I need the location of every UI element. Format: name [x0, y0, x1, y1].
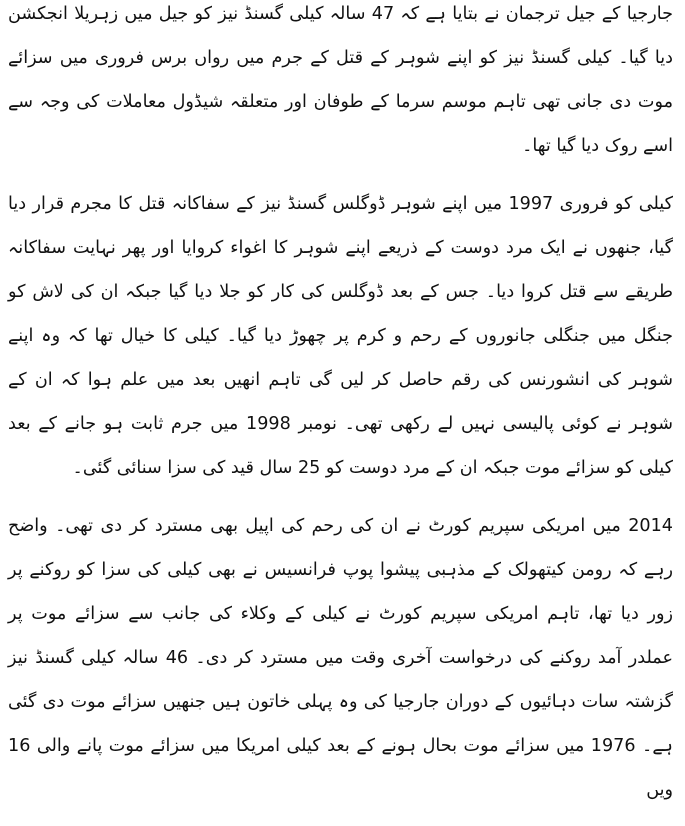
paragraph-crime-details: کیلی کو فروری 1997 میں اپنے شوہر ڈوگلس گسنڈ نیز کے سفاکانہ قتل کا مجرم قرار دیا گیا، جنھوں نے ایک مرد دوست کے ذریعے اپنے شوہر کا اغواء کروایا اور پھر نہایت سفاکانہ طریقے سے قتل کروا دیا۔ جس کے بعد ڈوگلس کی کار کو جلا دیا گیا جبکہ ان کی لاش کو جنگل میں جنگلی جانوروں کے رحم و کرم پر چھوڑ دیا گیا۔ کیلی کا خیال تھا کہ وہ اپنے شوہر کی انشورنس کی رقم حاصل کر لیں گی تاہم انھیں بعد میں علم ہوا کہ ان کے شوہر نے کوئی پالیسی نہیں لے رکھی تھی۔ نومبر 1998 میں جرم ثابت ہو جانے کے بعد کیلی کو سزائے موت جبکہ ان کے مرد دوست کو 25 سال قید کی سزا سنائی گئی۔ [8, 194, 674, 478]
article-body [8, 0, 673, 826]
paragraph-execution-report: جارجیا کے جیل ترجمان نے بتایا ہے کہ 47 سالہ کیلی گسنڈ نیز کو جیل میں زہریلا انجکشن دیا گیا۔ کیلی گسنڈ نیز کو اپنے شوہر کے قتل کے جرم میں رواں برس فروری میں سزائے موت دی جانی تھی تاہم موسم سرما کے طوفان اور متعلقہ شیڈول معاملات کی وجہ سے اسے روک دیا گیا تھا۔ [8, 4, 673, 156]
paragraph-appeals-history: 2014 میں امریکی سپریم کورٹ نے ان کی رحم کی اپیل بھی مسترد کر دی تھی۔ واضح رہے کہ رومن کیتھولک کے مذہبی پیشوا پوپ فرانسیس نے بھی کیلی کی سزا کو روکنے پر زور دیا تھا، تاہم امریکی سپریم کورٹ نے کیلی کے وکلاء کی جانب سے سزائے موت پر عملدر آمد روکنے کی درخواست آخری وقت میں مسترد کر دی۔ 46 سالہ کیلی گسنڈ نیز گزشتہ سات دہائیوں کے دوران جارجیا کی وہ پہلی خاتون ہیں جنھیں سزائے موت دی گئی ہے۔ 1976 میں سزائے موت بحال ہونے کے بعد کیلی امریکا میں سزائے موت پانے والی 16 ویں [8, 516, 673, 800]
